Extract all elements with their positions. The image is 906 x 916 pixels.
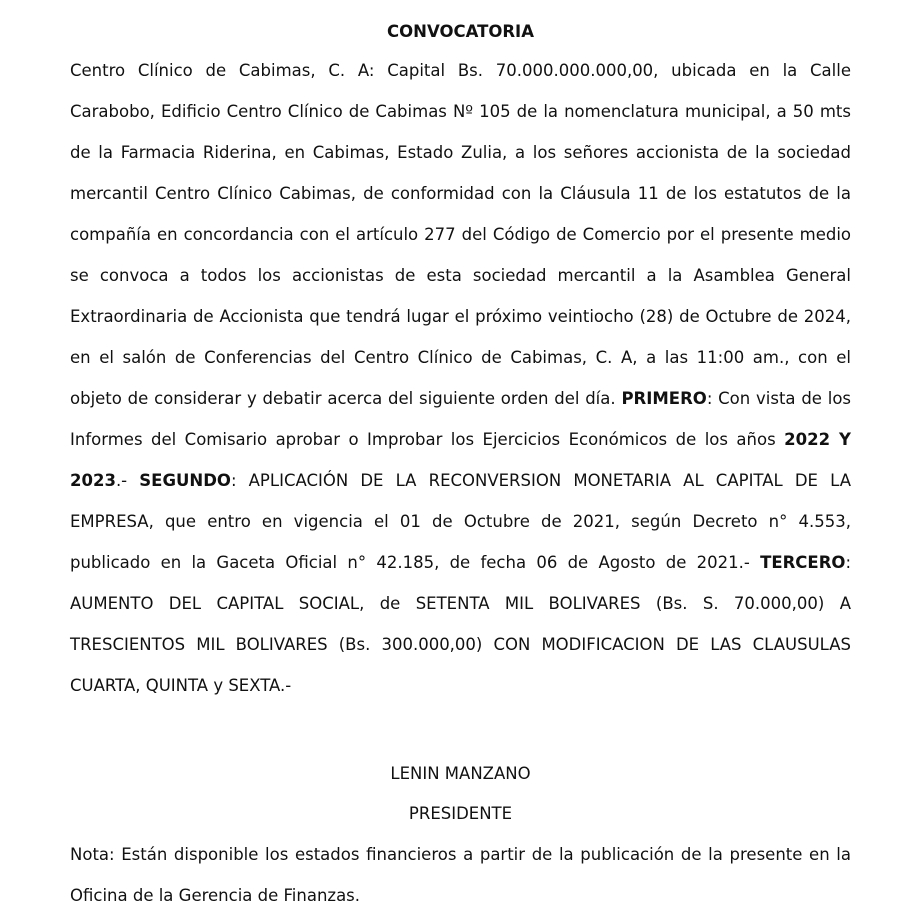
tercero-label: TERCERO <box>760 553 846 572</box>
signer-role: PRESIDENTE <box>408 804 513 823</box>
segundo-text: : APLICACIÓN DE LA RECONVERSION MONETARIA AL CAPITAL DE LA EMPRESA, que entro en vigencia el 01 de Octubre de 2021, según Decreto n° 4.553, publicado en la Gaceta Oficial n° 42.185, de fecha 06 de Agosto de 2021.- <box>70 471 851 572</box>
document-title: CONVOCATORIA <box>387 22 534 41</box>
primero-label: PRIMERO <box>621 389 707 408</box>
body-intro: Centro Clínico de Cabimas, C. A: Capital Bs. 70.000.000.000,00, ubicada en la Calle Carabobo, Edificio Centro Clínico de Cabimas Nº 105 de la nomenclatura municipal, a 50 mts de la Farmacia Riderina, en Cabimas, Estado Zulia, a los señores accionista de la sociedad mercantil Centro Clínico Cabimas, de conformidad con la Cláusula 11 de los estatutos de la compañía en concordancia con el artículo 277 del Código de Comercio por el presente medio se convoca a todos los accionistas de esta sociedad mercantil a la Asamblea General Extraordinaria de Accionista que tendrá lugar el próximo veintiocho (28) de Octubre de 2024, en el salón de Conferencias del Centro Clínico de Cabimas, C. A, a las 11:00 am., con el objeto de considerar y debatir acerca del siguiente orden del día. <box>70 61 851 408</box>
document-body <box>70 50 851 706</box>
segundo-label: SEGUNDO <box>139 471 231 490</box>
note-text: Nota: Están disponible los estados financieros a partir de la publicación de la presente en la Oficina de la Gerencia de Finanzas. <box>70 845 851 905</box>
document-page <box>70 20 851 916</box>
signature-block <box>70 754 851 834</box>
tercero-text: : AUMENTO DEL CAPITAL SOCIAL, de SETENTA MIL BOLIVARES (Bs. S. 70.000,00) A TRESCIENTOS MIL BOLIVARES (Bs. 300.000,00) CON MODIFICACION DE LAS CLAUSULAS CUARTA, QUINTA y SEXTA.- <box>70 553 851 695</box>
primero-text: : Con vista de los Informes del Comisario aprobar o Improbar los Ejercicios Económicos de los años <box>70 389 852 449</box>
years-bold: 2022 Y 2023 <box>70 430 851 490</box>
after-years: .- <box>115 471 140 490</box>
signer-name: LENIN MANZANO <box>390 764 531 783</box>
